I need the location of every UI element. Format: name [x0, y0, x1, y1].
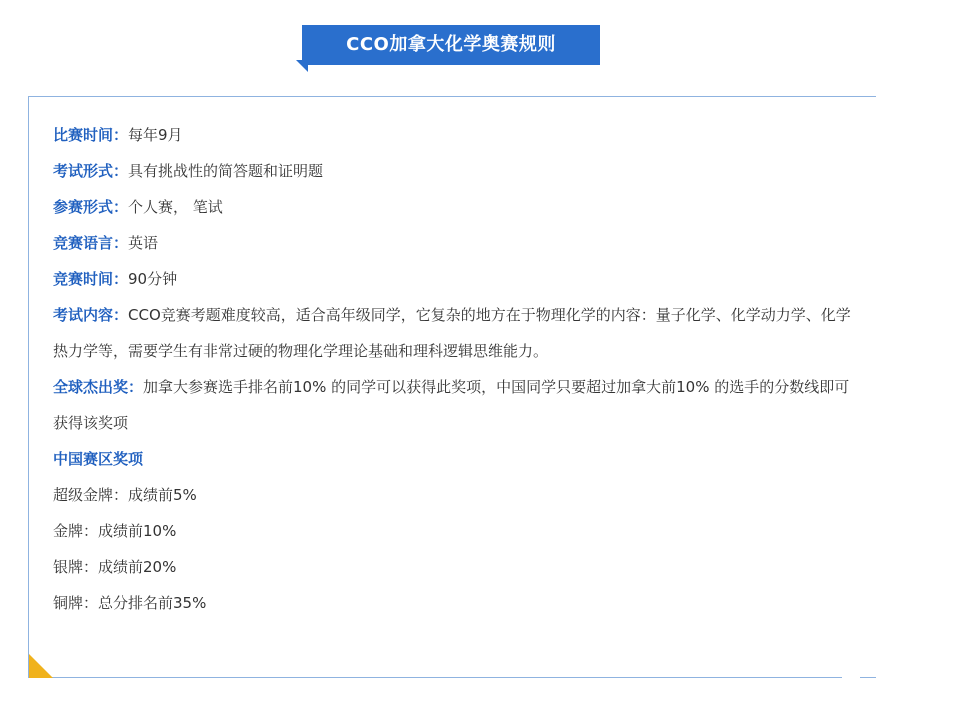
rule-value: 具有挑战性的简答题和证明题	[128, 162, 324, 180]
china-awards-heading: 中国赛区奖项	[53, 450, 144, 468]
rule-global-award	[53, 369, 863, 441]
award-item: 超级金牌：成绩前5%	[53, 486, 197, 504]
rule-exam-content	[53, 297, 863, 369]
corner-accent	[29, 654, 53, 678]
page-title: CCO加拿大化学奥赛规则	[302, 25, 600, 65]
rule-exam-format	[53, 153, 863, 189]
rule-key: 比赛时间：	[53, 126, 129, 144]
rule-key: 竞赛时间：	[53, 270, 129, 288]
rule-value: 加拿大参赛选手排名前10% 的同学可以获得此奖项，中国同学只要超过加拿大前10% 的选手的分数线即可获得该奖项	[53, 378, 850, 432]
rule-key: 竞赛语言：	[53, 234, 129, 252]
award-item: 银牌：成绩前20%	[53, 558, 177, 576]
rule-value: 90分钟	[128, 270, 178, 288]
award-item: 金牌：成绩前10%	[53, 522, 177, 540]
rule-key: 考试内容：	[53, 306, 129, 324]
rule-value: 每年9月	[128, 126, 183, 144]
award-item: 铜牌：总分排名前35%	[53, 594, 207, 612]
rule-duration	[53, 261, 863, 297]
rule-key: 考试形式：	[53, 162, 129, 180]
rule-competition-time	[53, 117, 863, 153]
rule-participation-format	[53, 189, 863, 225]
rules-content	[53, 117, 863, 621]
rule-key: 参赛形式：	[53, 198, 129, 216]
rule-value: CCO竞赛考题难度较高，适合高年级同学，它复杂的地方在于物理化学的内容：量子化学、化学动力学、化学热力学等，需要学生有非常过硬的物理化学理论基础和理科逻辑思维能力。	[53, 306, 851, 360]
frame-gap	[842, 674, 860, 680]
rule-value: 英语	[128, 234, 159, 252]
rule-value: 个人赛， 笔试	[128, 198, 223, 216]
rule-language	[53, 225, 863, 261]
rule-key: 全球杰出奖：	[53, 378, 144, 396]
